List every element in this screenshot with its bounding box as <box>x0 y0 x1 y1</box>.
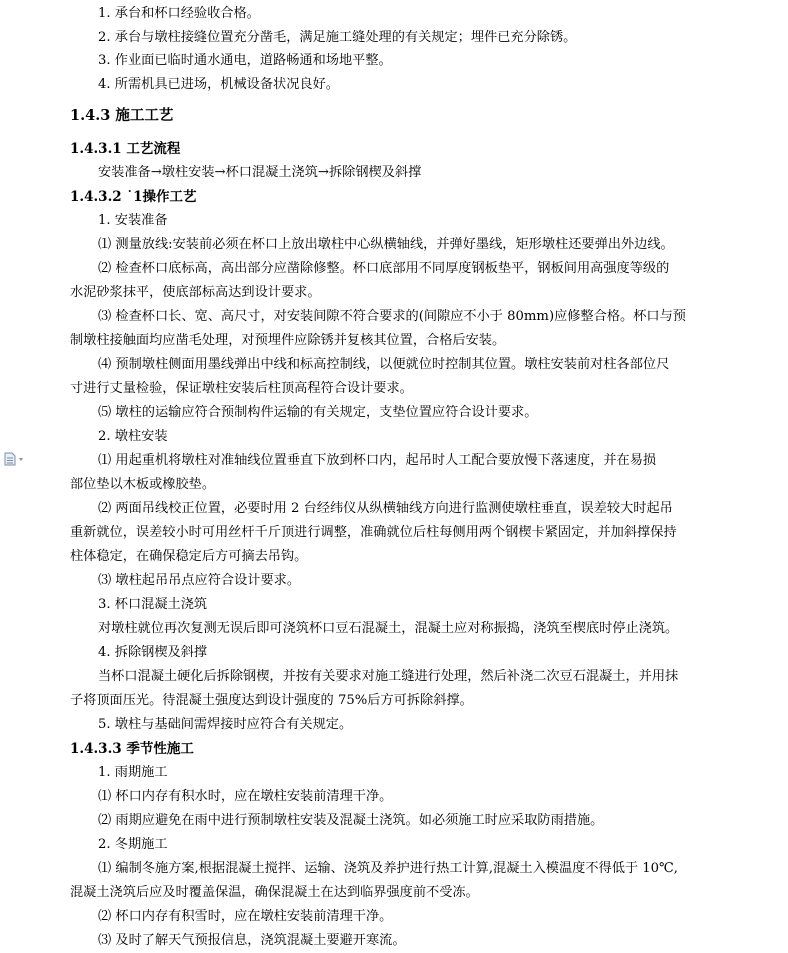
paragraph-line: ⑶ 墩柱起吊吊点应符合设计要求。 <box>98 573 301 588</box>
paragraph-line: 混凝土浇筑后应及时覆盖保温，确保混凝土在达到临界强度前不受冻。 <box>70 885 479 900</box>
paragraph-line: 当杯口混凝土硬化后拆除钢楔，并按有关要求对施工缝进行处理，然后补浇二次豆石混凝土，并用抹 <box>98 669 679 684</box>
paragraph-line: 2. 承台与墩柱接缝位置充分凿毛，满足施工缝处理的有关规定；埋件已充分除锈。 <box>98 30 577 45</box>
section-heading: 1.4.3.1 工艺流程 <box>70 141 181 157</box>
paragraph-line: 1. 承台和杯口经验收合格。 <box>98 6 260 21</box>
paragraph-line: ⑶ 及时了解天气预报信息，浇筑混凝土要避开寒流。 <box>98 933 406 948</box>
section-heading: 1.4.3 施工工艺 <box>70 107 174 124</box>
paragraph-line: 5. 墩柱与基础间需焊接时应符合有关规定。 <box>98 717 353 732</box>
paragraph-line: 安装准备→墩柱安装→杯口混凝土浇筑→拆除钢楔及斜撑 <box>98 165 422 180</box>
paragraph-line: 1. 雨期施工 <box>98 765 168 780</box>
paragraph-line: ⑸ 墩柱的运输应符合预制构件运输的有关规定，支垫位置应符合设计要求。 <box>98 405 538 420</box>
section-heading: 1.4.3.2 ˙1操作工艺 <box>70 189 197 205</box>
paragraph-line: 水泥砂浆抹平，使底部标高达到设计要求。 <box>70 285 321 300</box>
paragraph-line: 重新就位，误差较小时可用丝杆千斤顶进行调整，准确就位后柱每侧用两个钢楔卡紧固定，并加斜撑保持 <box>70 525 677 540</box>
paragraph-line: ⑵ 雨期应避免在雨中进行预制墩柱安装及混凝土浇筑。如必须施工时应采取防雨措施。 <box>98 813 604 828</box>
paragraph-line: ⑴ 编制冬施方案,根据混凝土搅拌、运输、浇筑及养护进行热工计算,混凝土入模温度不得低于 10℃, <box>98 861 678 876</box>
paragraph-line: 4. 所需机具已进场，机械设备状况良好。 <box>98 77 339 92</box>
paragraph-line: 1. 安装准备 <box>98 213 168 228</box>
paragraph-line: 2. 墩柱安装 <box>98 429 168 444</box>
paragraph-line: ⑵ 检查杯口底标高，高出部分应凿除修整。杯口底部用不同厚度钢板垫平，钢板间用高强度等级的 <box>98 261 670 276</box>
paragraph-line: 对墩柱就位再次复测无误后即可浇筑杯口豆石混凝土，混凝土应对称振捣，浇筑至楔底时停止浇筑。 <box>98 621 679 636</box>
paragraph-line: 4. 拆除钢楔及斜撑 <box>98 645 208 660</box>
paragraph-line: 柱体稳定，在确保稳定后方可摘去吊钩。 <box>70 549 308 564</box>
section-heading: 1.4.3.3 季节性施工 <box>70 741 194 757</box>
paragraph-line: 3. 杯口混凝土浇筑 <box>98 597 208 612</box>
paragraph-line: 寸进行丈量检验，保证墩柱安装后柱顶高程符合设计要求。 <box>70 381 413 396</box>
paragraph-line: ⑶ 检查杯口长、宽、高尺寸，对安装间隙不符合要求的(间隙应不小于 80mm)应修整合格。杯口与预 <box>98 309 686 324</box>
paragraph-line: 子将顶面压光。待混凝土强度达到设计强度的 75%后方可拆除斜撑。 <box>70 693 473 708</box>
paragraph-line: ⑴ 测量放线:安装前必须在杯口上放出墩柱中心纵横轴线，并弹好墨线，矩形墩柱还要弹出外边线。 <box>98 237 674 252</box>
paragraph-line: 3. 作业面已临时通水通电，道路畅通和场地平整。 <box>98 53 392 68</box>
document-icon[interactable] <box>4 451 26 465</box>
paragraph-line: 部位垫以木板或橡胶垫。 <box>70 477 216 492</box>
paragraph-line: 2. 冬期施工 <box>98 837 168 852</box>
paragraph-line: ⑴ 用起重机将墩柱对准轴线位置垂直下放到杯口内，起吊时人工配合要放慢下落速度，并在易损 <box>98 453 657 468</box>
paragraph-line: ⑵ 杯口内存有积雪时，应在墩柱安装前清理干净。 <box>98 909 393 924</box>
paragraph-line: ⑵ 两面吊线校正位置，必要时用 2 台经纬仪从纵横轴线方向进行监测使墩柱垂直，误差较大时起吊 <box>98 501 673 516</box>
paragraph-line: ⑴ 杯口内存有积水时，应在墩柱安装前清理干净。 <box>98 789 393 804</box>
paragraph-line: ⑷ 预制墩柱侧面用墨线弹出中线和标高控制线，以便就位时控制其位置。墩柱安装前对柱各部位尺 <box>98 357 670 372</box>
paragraph-line: 制墩柱接触面均应凿毛处理，对预埋件应除锈并复核其位置，合格后安装。 <box>70 333 506 348</box>
